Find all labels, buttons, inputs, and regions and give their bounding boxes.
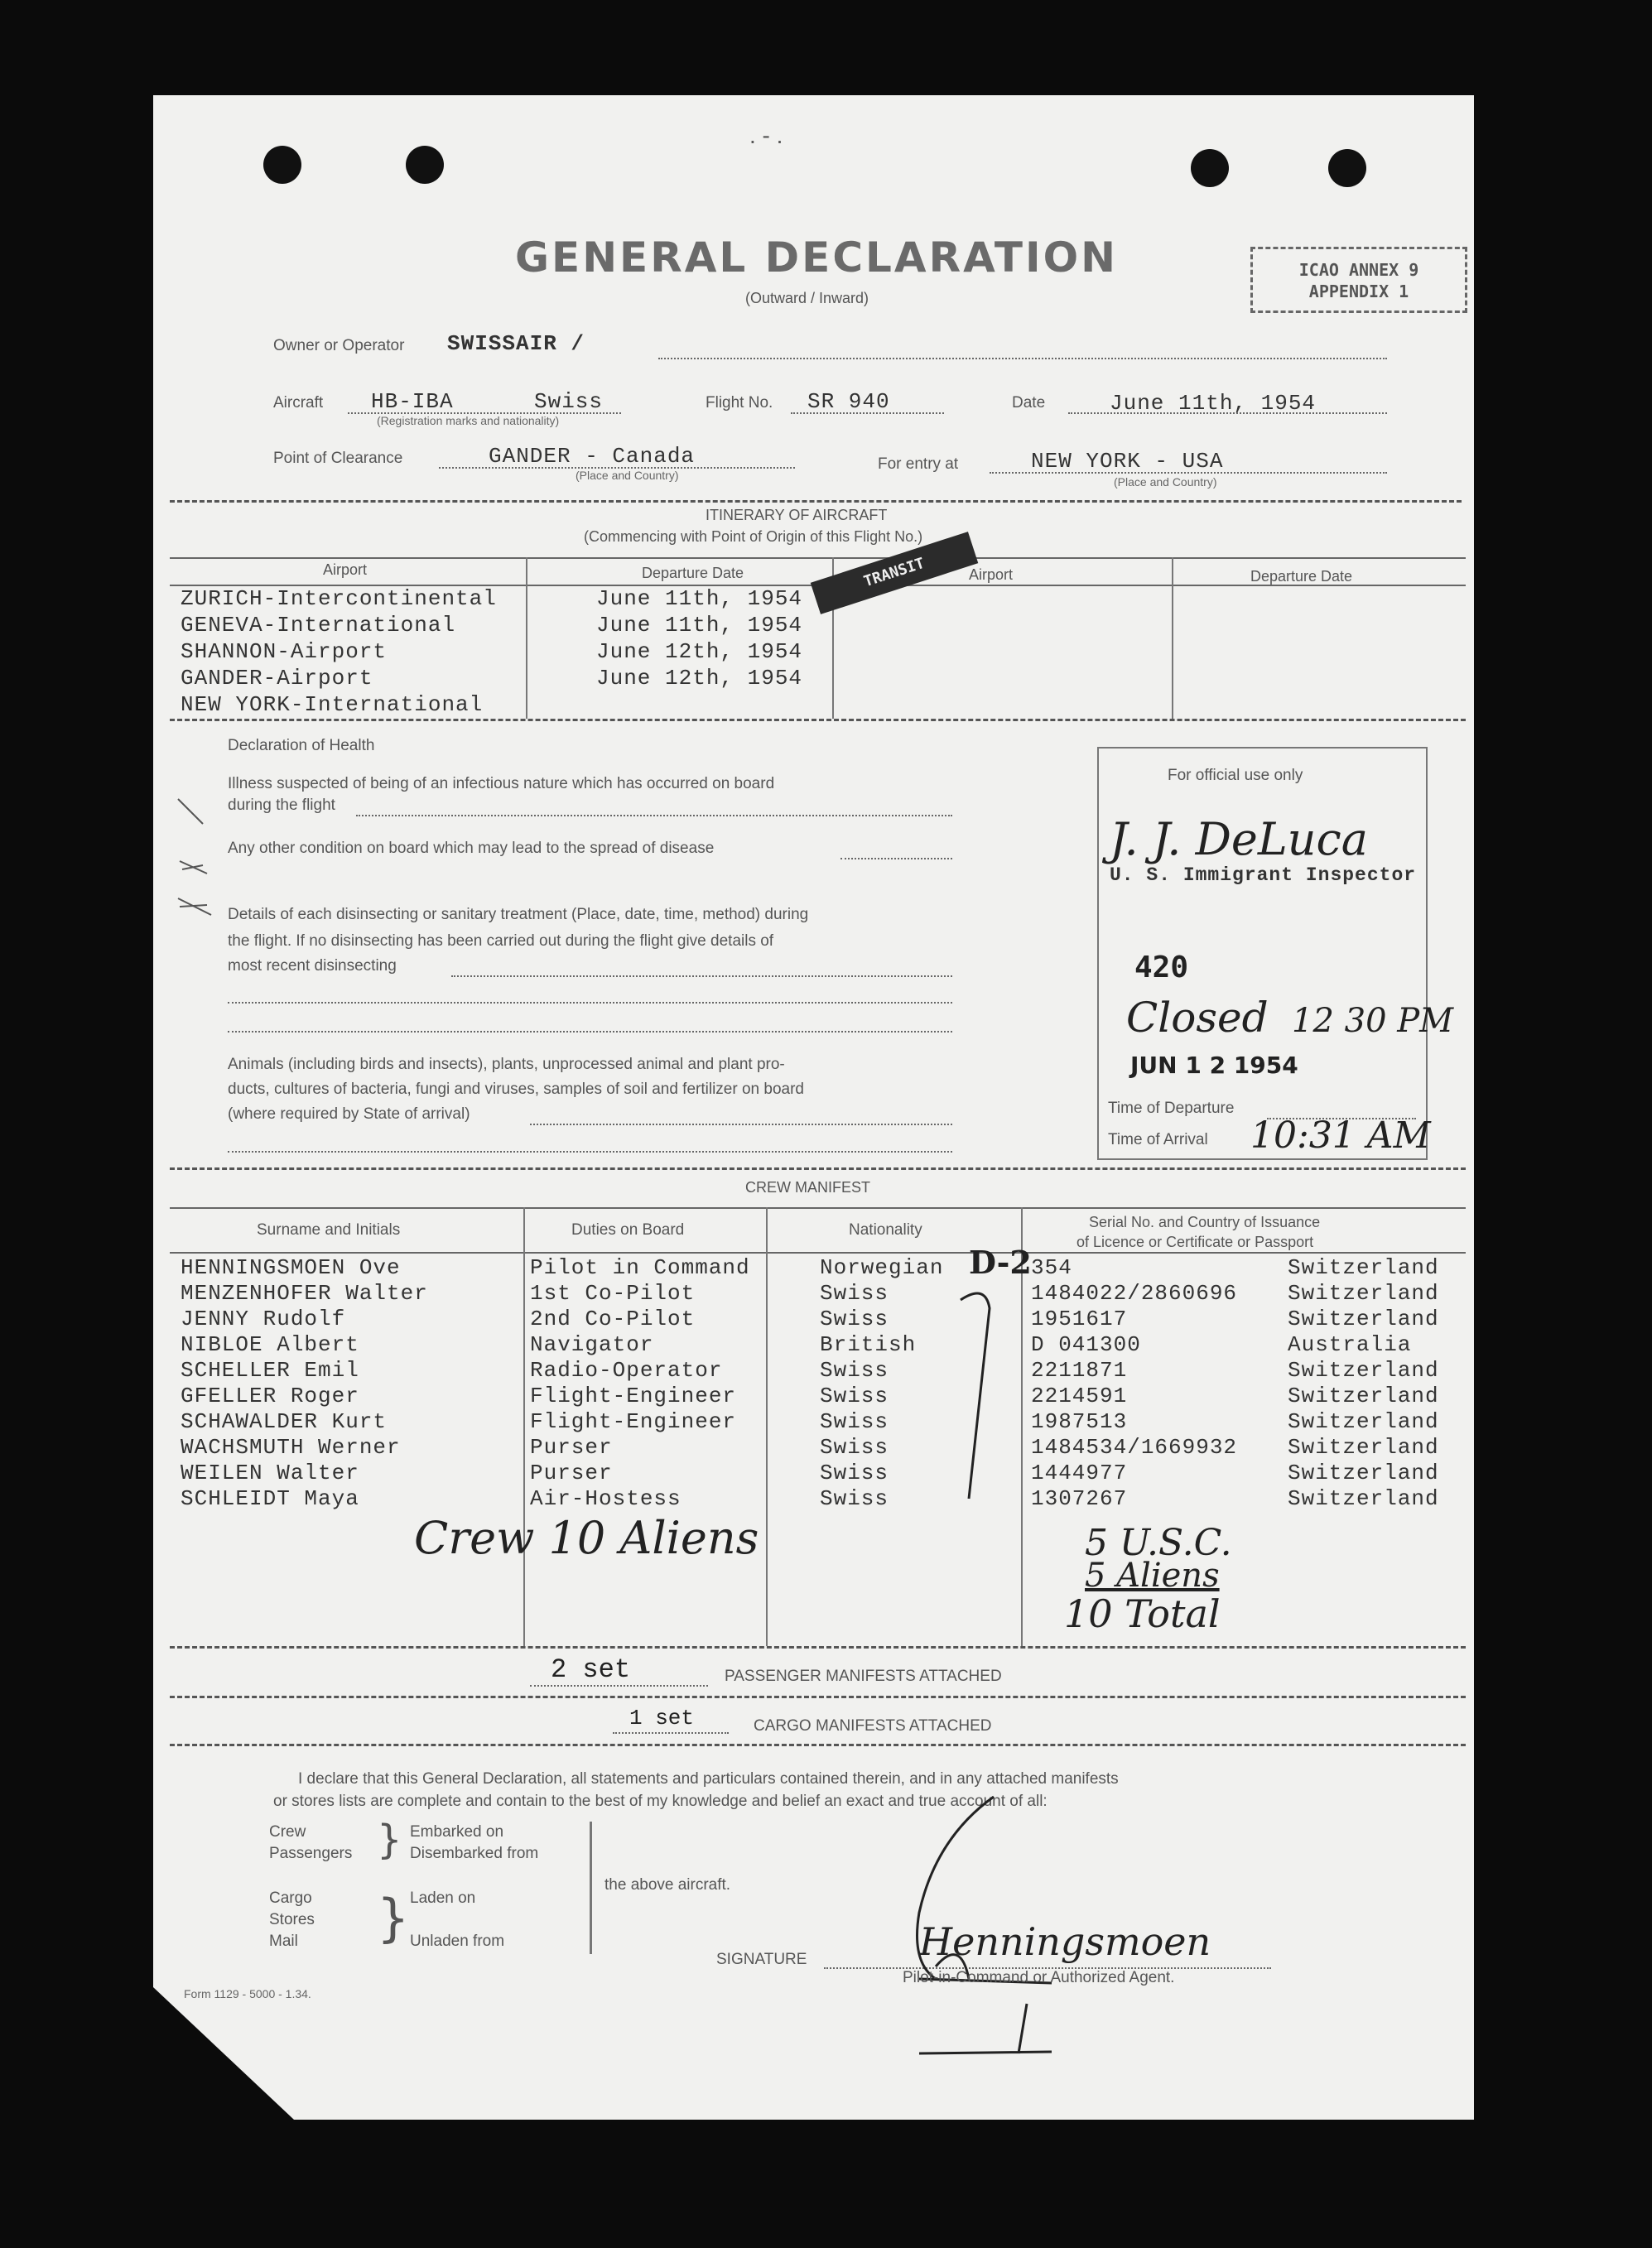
crew-nationality: Swiss — [820, 1486, 889, 1511]
arrival-time-value: 10:31 AM — [1250, 1114, 1431, 1157]
crew-nationality: Swiss — [820, 1281, 889, 1306]
tally-us: 5 U.S.C. — [1085, 1522, 1232, 1564]
crew-country: Switzerland — [1288, 1255, 1439, 1280]
crew-name: SCHELLER Emil — [181, 1358, 359, 1383]
date-line — [1068, 412, 1387, 414]
crew-duty: Purser — [530, 1461, 613, 1485]
health-title: Declaration of Health — [228, 737, 375, 754]
annex-line-2: APPENDIX 1 — [1308, 282, 1409, 301]
health-q4a: Animals (including birds and insects), plants, unprocessed animal and plant pro- — [228, 1056, 785, 1073]
declaration-text-2: or stores lists are complete and contain to the best of my knowledge and belief an exact and true account of all: — [273, 1793, 1048, 1810]
date-value: June 11th, 1954 — [1110, 391, 1317, 416]
crew-row — [170, 1332, 1466, 1357]
departure-time-label: Time of Departure — [1108, 1100, 1235, 1117]
crew-country: Switzerland — [1288, 1307, 1439, 1331]
itinerary-date: June 12th, 1954 — [596, 666, 803, 691]
crew-name: GFELLER Roger — [181, 1384, 359, 1408]
crew-top-rule — [170, 1207, 1466, 1209]
crew-duty: 1st Co-Pilot — [530, 1281, 696, 1306]
health-q2: Any other condition on board which may lead to the spread of disease — [228, 840, 715, 857]
crew-country: Switzerland — [1288, 1435, 1439, 1460]
crew-nationality: Swiss — [820, 1461, 889, 1485]
crew-serial: 2211871 — [1031, 1358, 1128, 1383]
crew-duty: Flight-Engineer — [530, 1409, 737, 1434]
divider-2 — [170, 719, 1466, 721]
crew-name: SCHLEIDT Maya — [181, 1486, 359, 1511]
crew-name: MENZENHOFER Walter — [181, 1281, 428, 1306]
closed-time: 12 30 PM — [1292, 1002, 1454, 1040]
health-q4c: (where required by State of arrival) — [228, 1105, 470, 1123]
document-title: GENERAL DECLARATION — [515, 233, 1118, 282]
arrival-time-label: Time of Arrival — [1108, 1131, 1208, 1148]
itinerary-col-airport-2: Airport — [969, 566, 1014, 583]
itinerary-airport: GENEVA-International — [181, 613, 456, 638]
punch-hole-4 — [1328, 149, 1366, 187]
crew-country: Switzerland — [1288, 1486, 1439, 1511]
label-stores: Stores — [269, 1911, 315, 1928]
flight-label: Flight No. — [706, 394, 773, 412]
health-q1a: Illness suspected of being of an infectious nature which has occurred on board — [228, 775, 775, 792]
health-line-4 — [228, 1002, 952, 1004]
crew-country: Switzerland — [1288, 1384, 1439, 1408]
entry-value: NEW YORK - USA — [1031, 449, 1224, 474]
crew-duty: Purser — [530, 1435, 613, 1460]
health-q3b: the flight. If no disinsecting has been carried out during the flight give details of — [228, 932, 774, 950]
official-use-label: For official use only — [1168, 767, 1303, 784]
cargo-manifest-label: CARGO MANIFESTS ATTACHED — [754, 1717, 992, 1735]
crew-name: HENNINGSMOEN Ove — [181, 1255, 401, 1280]
declaration-bracket — [590, 1822, 592, 1954]
crew-serial: 2214591 — [1031, 1384, 1128, 1408]
crew-nationality: Swiss — [820, 1435, 889, 1460]
label-embarked: Embarked on — [410, 1823, 504, 1841]
date-label: Date — [1012, 394, 1046, 412]
divider-6 — [170, 1744, 1466, 1746]
crew-title: CREW MANIFEST — [745, 1179, 870, 1196]
crew-nationality: British — [820, 1332, 917, 1357]
health-line-6 — [530, 1124, 952, 1125]
crew-row — [170, 1461, 1466, 1485]
crew-serial: 1484022/2860696 — [1031, 1281, 1238, 1306]
health-q3c: most recent disinsecting — [228, 957, 397, 975]
crew-serial: 1987513 — [1031, 1409, 1128, 1434]
crew-header-rule — [170, 1252, 1466, 1254]
annex-line-1: ICAO ANNEX 9 — [1298, 260, 1419, 280]
punch-hole-3 — [1191, 149, 1229, 187]
crew-note: Crew 10 Aliens — [414, 1512, 759, 1564]
pilot-signature: Henningsmoen — [919, 1919, 1211, 1964]
aircraft-nationality: Swiss — [534, 389, 604, 414]
crew-country: Australia — [1288, 1332, 1412, 1357]
inspector-signature: J. J. DeLuca — [1110, 813, 1368, 865]
itinerary-airport: ZURICH-Intercontinental — [181, 586, 497, 611]
crew-row — [170, 1486, 1466, 1511]
divider-3 — [170, 1167, 1466, 1170]
passenger-manifest-count: 2 set — [551, 1654, 631, 1685]
health-q3a: Details of each disinsecting or sanitary treatment (Place, date, time, method) during — [228, 906, 809, 923]
inspector-title: U. S. Immigrant Inspector — [1110, 864, 1417, 886]
cargo-manifest-count: 1 set — [629, 1706, 695, 1731]
operator-line — [658, 358, 1387, 359]
crew-row — [170, 1307, 1466, 1331]
declaration-text-1: I declare that this General Declaration, all statements and particulars contained therein, and in any attached manifests — [298, 1770, 1119, 1788]
crew-margin-mark: D-2 — [969, 1244, 1032, 1281]
itinerary-col-divider-1 — [526, 557, 527, 719]
health-line-1 — [356, 815, 952, 816]
crew-name: WEILEN Walter — [181, 1461, 359, 1485]
crew-serial: 354 — [1031, 1255, 1072, 1280]
entry-sub-label: (Place and Country) — [1114, 475, 1217, 489]
itinerary-airport: GANDER-Airport — [181, 666, 373, 691]
crew-country: Switzerland — [1288, 1281, 1439, 1306]
label-passengers: Passengers — [269, 1845, 353, 1862]
entry-line — [990, 472, 1387, 474]
icao-annex-box — [1250, 247, 1467, 313]
crew-name: SCHAWALDER Kurt — [181, 1409, 388, 1434]
brace-crew: } — [377, 1817, 402, 1863]
crew-serial: D 041300 — [1031, 1332, 1141, 1357]
cargo-manifest-line — [613, 1732, 729, 1734]
date-stamp: JUN 1 2 1954 — [1130, 1052, 1298, 1079]
crew-col-duties: Duties on Board — [571, 1221, 685, 1239]
crew-col-nationality: Nationality — [849, 1221, 922, 1239]
crew-duty: Air-Hostess — [530, 1486, 682, 1511]
crew-nationality: Swiss — [820, 1307, 889, 1331]
health-line-3 — [451, 975, 952, 977]
aircraft-registration: HB-IBA — [371, 389, 454, 414]
crew-duty: Navigator — [530, 1332, 654, 1357]
form-number: Form 1129 - 5000 - 1.34. — [184, 1987, 311, 2000]
official-number: 420 — [1134, 951, 1189, 984]
itinerary-date: June 12th, 1954 — [596, 639, 803, 664]
itinerary-date: June 11th, 1954 — [596, 613, 803, 638]
crew-name: NIBLOE Albert — [181, 1332, 359, 1357]
crew-name: WACHSMUTH Werner — [181, 1435, 401, 1460]
itinerary-date: June 11th, 1954 — [596, 586, 803, 611]
itinerary-airport: SHANNON-Airport — [181, 639, 388, 664]
entry-label: For entry at — [878, 455, 959, 473]
health-line-5 — [228, 1031, 952, 1033]
label-mail: Mail — [269, 1933, 298, 1950]
brace-cargo: } — [377, 1888, 410, 1948]
document-subtitle: (Outward / Inward) — [745, 290, 869, 306]
itinerary-top-rule — [170, 557, 1466, 559]
signature-label: SIGNATURE — [716, 1951, 807, 1968]
crew-serial: 1307267 — [1031, 1486, 1128, 1511]
flight-number: SR 940 — [807, 389, 890, 414]
crew-duty: 2nd Co-Pilot — [530, 1307, 696, 1331]
crew-duty: Pilot in Command — [530, 1255, 750, 1280]
page-corner-cut — [153, 1987, 294, 2120]
tally-total: 10 Total — [1064, 1591, 1221, 1636]
flight-line — [791, 412, 944, 414]
label-cargo: Cargo — [269, 1889, 312, 1907]
crew-col-name: Surname and Initials — [257, 1221, 401, 1239]
crew-country: Switzerland — [1288, 1409, 1439, 1434]
label-disembarked: Disembarked from — [410, 1845, 539, 1862]
itinerary-col-departure-2: Departure Date — [1250, 568, 1353, 585]
punch-hole-2 — [406, 146, 444, 184]
label-laden: Laden on — [410, 1889, 476, 1907]
health-line-7 — [228, 1151, 952, 1153]
divider-1 — [170, 500, 1462, 503]
crew-row — [170, 1358, 1466, 1383]
aircraft-label: Aircraft — [273, 394, 324, 412]
crew-serial: 1951617 — [1031, 1307, 1128, 1331]
aircraft-sub-label: (Registration marks and nationality) — [377, 414, 560, 427]
punch-hole-1 — [263, 146, 301, 184]
crew-country: Switzerland — [1288, 1461, 1439, 1485]
itinerary-title: ITINERARY OF AIRCRAFT — [706, 507, 888, 523]
crew-nationality: Swiss — [820, 1409, 889, 1434]
closed-note: Closed — [1126, 994, 1269, 1042]
itinerary-subtitle: (Commencing with Point of Origin of this Flight No.) — [584, 528, 923, 545]
crew-col-serial-2: of Licence or Certificate or Passport — [1076, 1234, 1314, 1250]
operator-label: Owner or Operator — [273, 337, 405, 354]
operator-value: SWISSAIR / — [447, 331, 585, 356]
label-above-aircraft: the above aircraft. — [604, 1876, 731, 1894]
crew-nationality: Swiss — [820, 1384, 889, 1408]
tally-aliens: 5 Aliens — [1085, 1557, 1220, 1595]
health-q4b: ducts, cultures of bacteria, fungi and viruses, samples of soil and fertilizer on board — [228, 1081, 804, 1098]
label-crew: Crew — [269, 1823, 306, 1841]
clearance-value: GANDER - Canada — [489, 444, 696, 469]
itinerary-col-divider-3 — [1172, 557, 1173, 719]
passenger-manifest-line — [530, 1685, 708, 1687]
health-line-2 — [840, 858, 952, 859]
crew-name: JENNY Rudolf — [181, 1307, 346, 1331]
health-checkmarks — [170, 782, 228, 940]
itinerary-col-airport: Airport — [323, 561, 368, 578]
transit-stamp: TRANSIT — [811, 532, 979, 614]
crew-duty: Radio-Operator — [530, 1358, 723, 1383]
passenger-manifest-label: PASSENGER MANIFESTS ATTACHED — [725, 1668, 1002, 1685]
clearance-sub-label: (Place and Country) — [576, 469, 679, 482]
itinerary-col-departure: Departure Date — [642, 565, 744, 581]
pilot-label: Pilot-in-Command or Authorized Agent. — [903, 1969, 1175, 1986]
divider-5 — [170, 1696, 1466, 1698]
label-unladen: Unladen from — [410, 1933, 505, 1950]
clearance-label: Point of Clearance — [273, 450, 403, 467]
crew-duty: Flight-Engineer — [530, 1384, 737, 1408]
health-q1b: during the flight — [228, 797, 335, 814]
crew-nationality: Swiss — [820, 1358, 889, 1383]
crew-row — [170, 1384, 1466, 1408]
divider-4 — [170, 1646, 1466, 1649]
crew-country: Switzerland — [1288, 1358, 1439, 1383]
top-mark: . - . — [749, 123, 783, 148]
crew-col-serial-1: Serial No. and Country of Issuance — [1089, 1214, 1321, 1230]
crew-serial: 1484534/1669932 — [1031, 1435, 1238, 1460]
crew-serial: 1444977 — [1031, 1461, 1128, 1485]
crew-nationality: Norwegian — [820, 1255, 944, 1280]
itinerary-airport: NEW YORK-International — [181, 692, 484, 717]
